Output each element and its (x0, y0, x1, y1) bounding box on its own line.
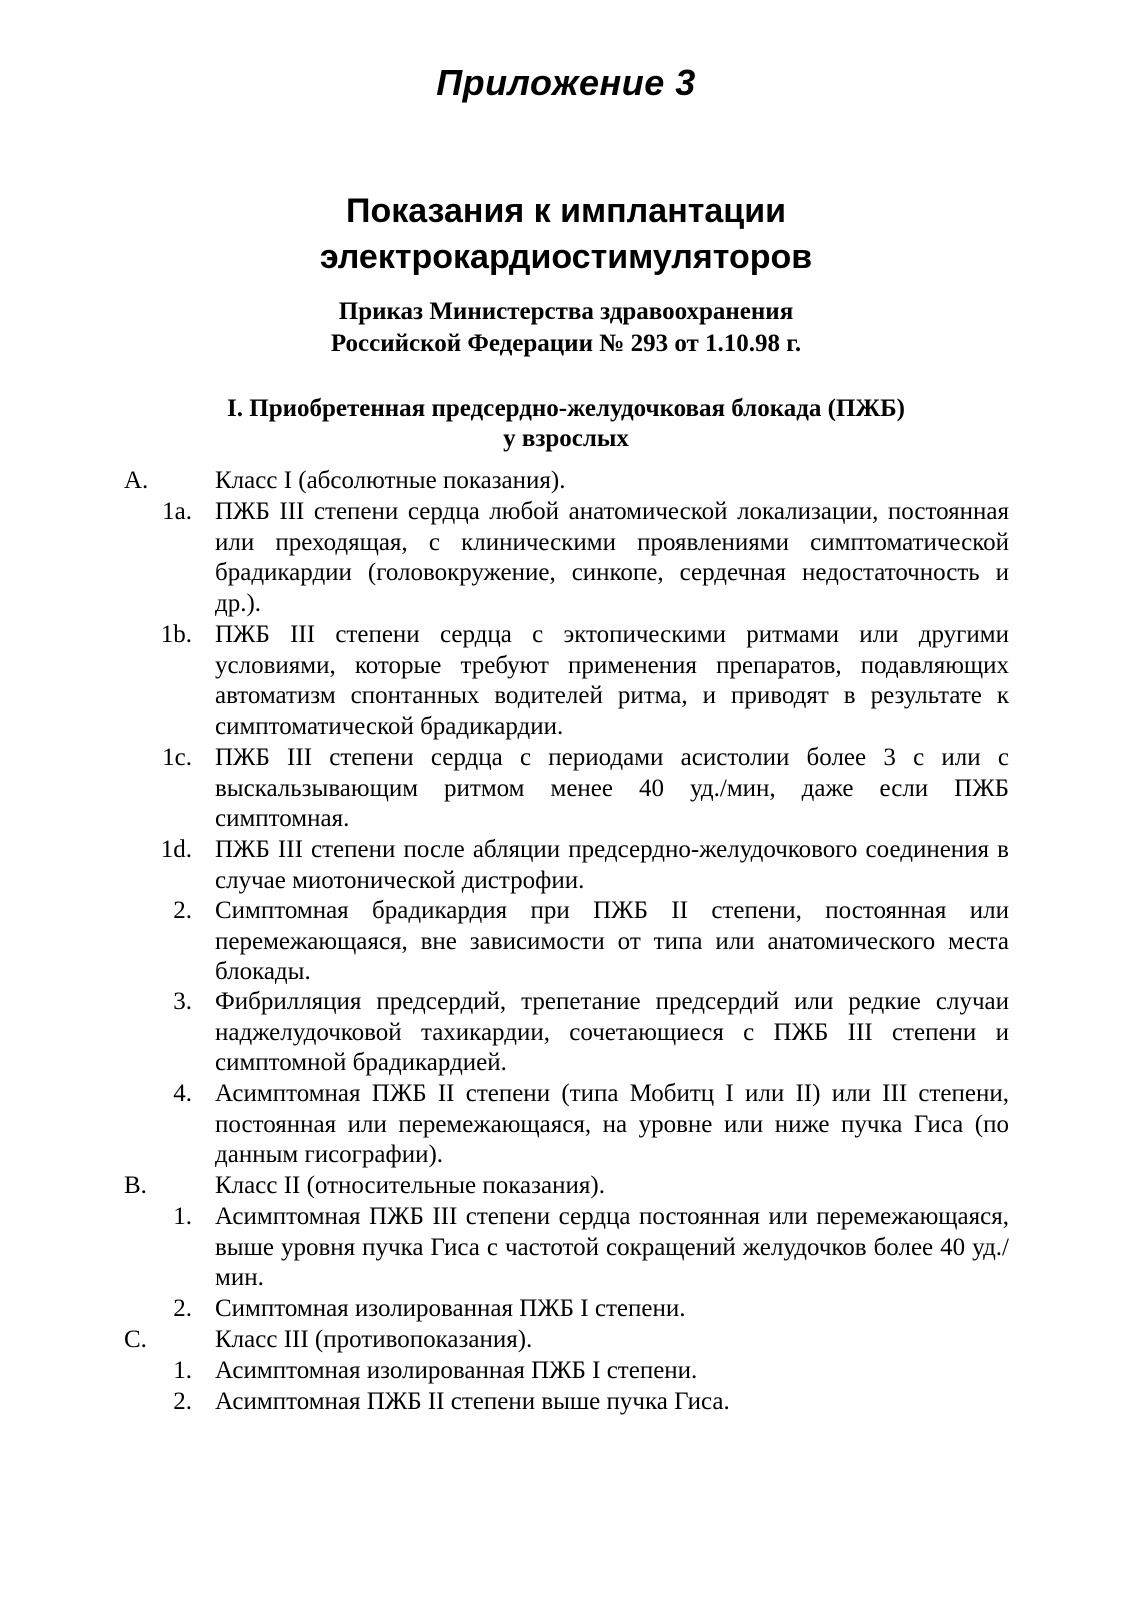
list-label: C. (124, 1326, 147, 1353)
list-text: Симптомная брадикардия при ПЖБ II степени, постоянная или перемежающаяся, вне зависимости от типа или анатомического места блокады. (215, 897, 1009, 986)
list-text: ПЖБ III степени сердца любой анатомической локализации, постоянная или преходящая, с клиническими проявлениями симптоматической брадикардии (головокружение, синкопе, сердечная недостаточность и др.). (215, 498, 1009, 617)
page-title-line-2: электрокардиостимуляторов (319, 238, 813, 276)
order-reference-line-2: Российской Федерации № 293 от 1.10.98 г. (330, 330, 802, 357)
list-text: Класс I (абсолютные показания). (215, 467, 566, 494)
list-label: 1a. (162, 498, 192, 525)
section-heading-line-2: у взрослых (503, 425, 629, 452)
list-text: Асимптомная ПЖБ II степени выше пучка Гиса. (215, 1388, 730, 1415)
page-title (0, 188, 1132, 280)
list-text: Асимптомная ПЖБ III степени сердца постоянная или перемежающаяся, выше уровня пучка Гиса с частотой сокращений желудочков более 40 уд./мин. (215, 1203, 1009, 1292)
list-label: 4. (173, 1080, 192, 1107)
section-heading (0, 394, 1132, 454)
list-text: Асимптомная ПЖБ II степени (типа Мобитц I или II) или III степени, постоянная или перемежающаяся, на уровне или ниже пучка Гиса (по данным гисографии). (215, 1080, 1009, 1169)
page-title-line-1: Показания к имплантации (346, 192, 786, 230)
list-text: ПЖБ III степени после абляции предсердно-желудочкового соединения в случае миотонической дистрофии. (215, 836, 1009, 894)
list-label: 1. (173, 1203, 192, 1230)
list-label: 2. (173, 897, 192, 924)
list-text: Класс III (противопоказания). (215, 1326, 533, 1353)
order-reference-line-1: Приказ Министерства здравоохранения (338, 298, 794, 325)
list-label: 1. (173, 1357, 192, 1384)
list-label: A. (124, 467, 149, 494)
list-text: ПЖБ III степени сердца с эктопическими ритмами или другими условиями, которые требуют применения препаратов, подавляющих автоматизм спонтанных водителей ритма, и приводят в результате к симптоматической брадикардии. (215, 621, 1009, 740)
list-text: Фибрилляция предсердий, трепетание предсердий или редкие случаи наджелудочковой тахикардии, сочетающиеся с ПЖБ III степени и симптомной брадикардией. (215, 988, 1009, 1077)
appendix-heading: Приложение 3 (436, 62, 696, 103)
order-reference (0, 296, 1132, 360)
list-label: 1c. (162, 744, 192, 771)
list-label: 3. (173, 988, 192, 1015)
list-label: 1d. (160, 836, 192, 863)
list-label: 1b. (160, 621, 192, 648)
list-label: 2. (173, 1295, 192, 1322)
section-heading-line-1: I. Приобретенная предсердно-желудочковая блокада (ПЖБ) (227, 395, 905, 422)
list-label: B. (124, 1172, 147, 1199)
list-text: Симптомная изолированная ПЖБ I степени. (215, 1295, 686, 1322)
list-text: ПЖБ III степени сердца с периодами асистолии более 3 с или с выскальзывающим ритмом менее 40 уд./мин, даже если ПЖБ симптомная. (215, 744, 1009, 833)
list-text: Класс II (относительные показания). (215, 1172, 605, 1199)
list-label: 2. (173, 1388, 192, 1415)
list-text: Асимптомная изолированная ПЖБ I степени. (215, 1357, 698, 1384)
